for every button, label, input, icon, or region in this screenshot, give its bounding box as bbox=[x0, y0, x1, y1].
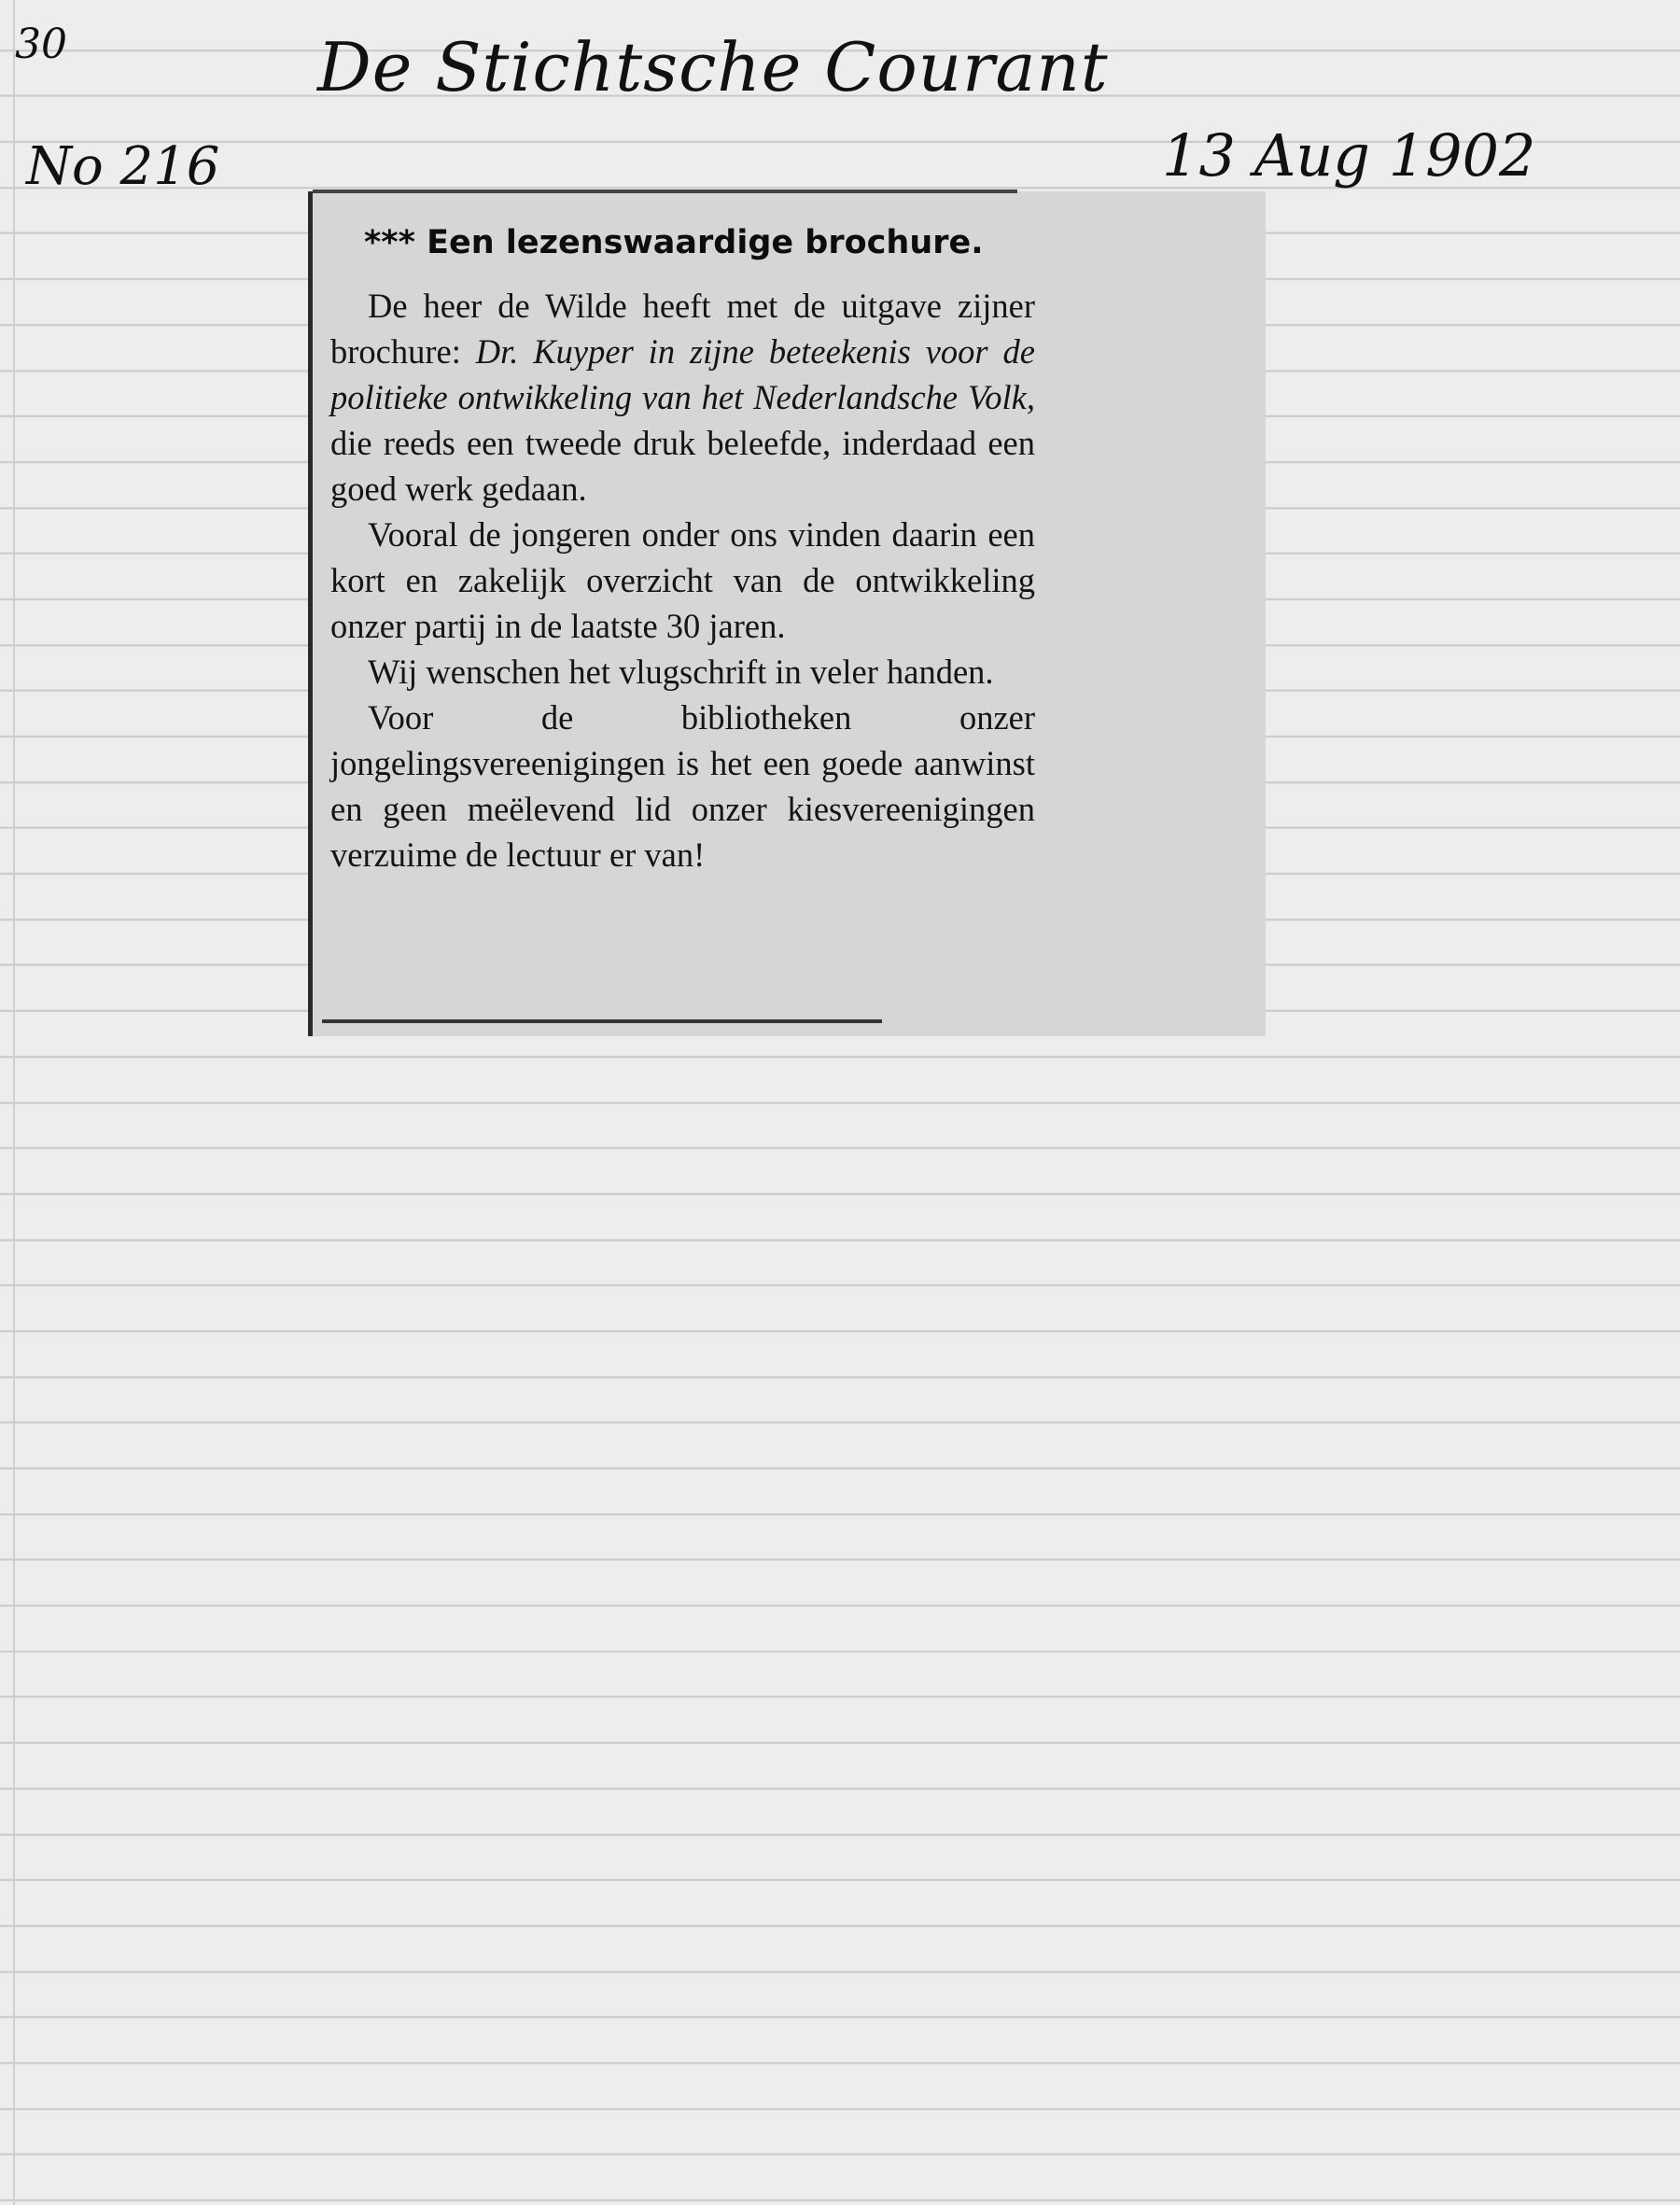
clipping-paragraph-1 bbox=[330, 283, 1035, 512]
handwritten-newspaper-name: De Stichtsche Courant bbox=[317, 28, 1109, 106]
clipping-paragraph-3: Wij wenschen het vlugschrift in veler handen. bbox=[368, 653, 994, 691]
clipping-bottom-rule bbox=[322, 1019, 882, 1023]
clipping-paragraph-4: Voor de bibliotheken onzer jongelingsvereenigingen is het een goede aanwinst en geen meëlevend lid onzer kiesvereenigingen verzuime de lectuur er van! bbox=[330, 698, 1035, 874]
newspaper-clipping bbox=[308, 191, 1266, 1036]
handwritten-date: 13 Aug 1902 bbox=[1162, 121, 1536, 190]
handwritten-page-number: 30 bbox=[15, 21, 67, 68]
paragraph-1-before: De heer de Wilde heeft met de uitgave zijner brochure: bbox=[330, 287, 1035, 371]
clipping-paragraph-2: Vooral de jongeren onder ons vinden daarin een kort en zakelijk overzicht van de ontwikkeling onzer partij in de laatste 30 jaren. bbox=[330, 515, 1035, 645]
clipping-top-rule bbox=[313, 190, 1017, 193]
margin-rule bbox=[13, 0, 15, 2205]
brochure-title: Dr. Kuyper in zijne beteekenis voor de politieke ontwikkeling van het Nederlandsche Volk, bbox=[330, 332, 1035, 416]
paragraph-1-after: die reeds een tweede druk beleefde, inderdaad een goed werk gedaan. bbox=[330, 424, 1035, 508]
clipping-heading: *** Een lezenswaardige brochure. bbox=[364, 224, 984, 261]
handwritten-item-number: No 216 bbox=[26, 136, 220, 197]
clipping-body bbox=[330, 283, 1035, 878]
